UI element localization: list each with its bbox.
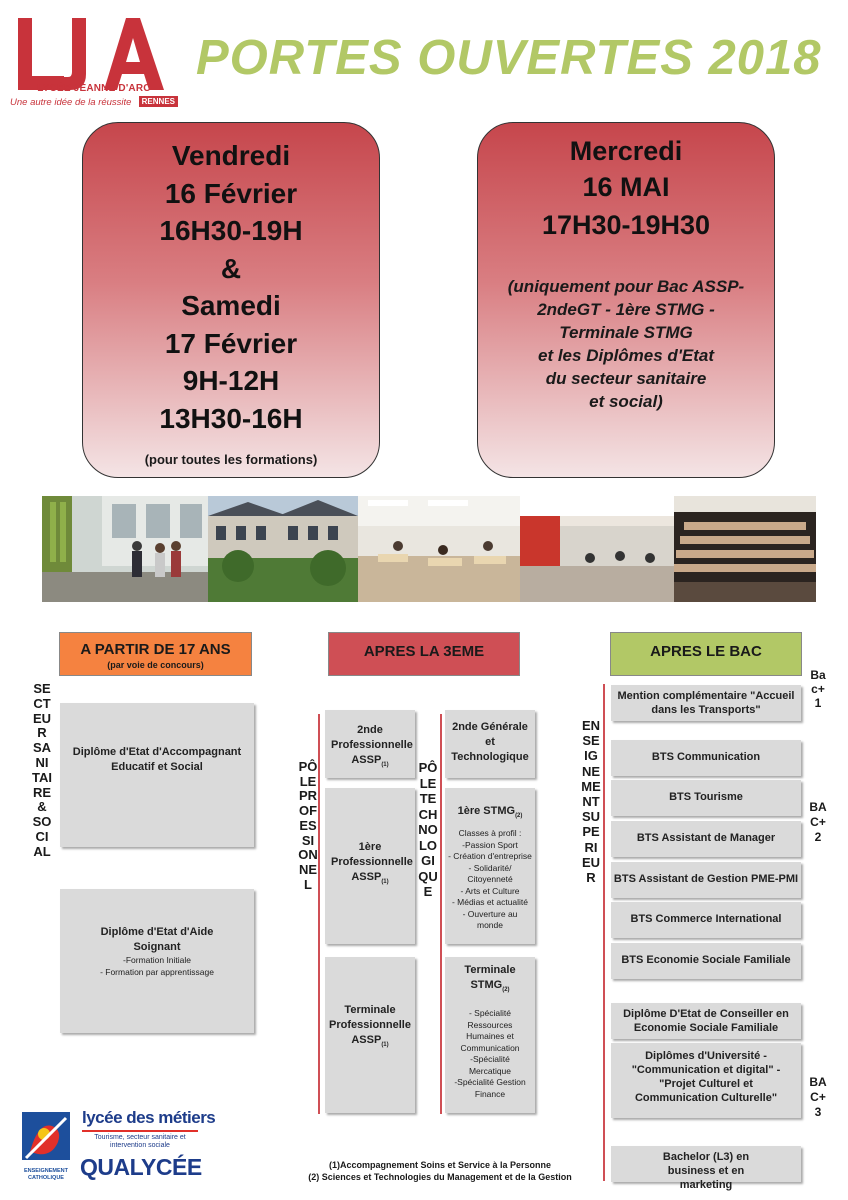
date-line: 13H30-16H xyxy=(159,402,303,434)
photo-cafeteria xyxy=(358,496,520,602)
box-bachelor: Bachelor (L3) en business et en marketing xyxy=(611,1146,801,1182)
header-age-17: A PARTIR DE 17 ANS (par voie de concours) xyxy=(59,632,252,676)
box-deaes: Diplôme d'Etat d'Accompagnant Educatif et Social xyxy=(60,703,254,847)
date-line: 16 MAI xyxy=(582,172,670,202)
box-mention-complementaire: Mention complémentaire "Accueil dans les Transports" xyxy=(611,685,801,721)
divider-line xyxy=(603,684,605,1181)
box-bts-communication: BTS Communication xyxy=(611,740,801,776)
box-2nde-gt: 2nde Générale et Technologique xyxy=(445,710,535,778)
date-note: (pour toutes les formations) xyxy=(144,452,318,467)
footnote-2: (2) Sciences et Technologies du Management et de la Gestion xyxy=(308,1172,572,1182)
box-bts-tourisme: BTS Tourisme xyxy=(611,780,801,816)
date-line: 16 Février xyxy=(164,177,298,209)
divider-line xyxy=(440,714,442,1114)
box-bts-pme-pmi: BTS Assistant de Gestion PME-PMI xyxy=(611,862,801,898)
date-line: Vendredi xyxy=(171,140,291,171)
vertical-label-pole-pro: PÔLE PROFESSIONNEL xyxy=(298,759,318,892)
date-line: Mercredi xyxy=(569,136,683,166)
logo-city: RENNES xyxy=(139,96,178,107)
box-deas: Diplôme d'Etat d'Aide Soignant -Formation Initiale - Formation par apprentissage xyxy=(60,889,254,1033)
photo-lounge xyxy=(520,496,674,602)
date-line: 9H-12H xyxy=(182,365,280,396)
date-line: 17H30-19H30 xyxy=(541,210,711,240)
date-line: & xyxy=(220,252,242,284)
date-line: 16H30-19H xyxy=(159,215,303,246)
lycee-des-metiers-subtitle: Tourisme, secteur sanitaire et intervention sociale xyxy=(94,1134,186,1149)
box-diplomes-universite: Diplômes d'Université - "Communication et digital" - "Projet Culturel et Communication Culturelle" xyxy=(611,1043,801,1118)
box-terminale-pro: Terminale Professionnelle $ASSP_{(1)}$ xyxy=(325,957,415,1113)
header-after-bac: APRES LE BAC xyxy=(610,632,802,676)
box-1ere-pro: 1ère Professionnelle $ASSP_{(1)}$ xyxy=(325,788,415,944)
photo-school-building xyxy=(208,496,358,602)
vertical-label-enseignement: ENSEIGNEMENT SUPERIEUR xyxy=(581,718,601,886)
ec-logo-text: ENSEIGNEMENT CATHOLIQUE xyxy=(23,1168,68,1181)
vertical-label-secteur: SECTEUR SANITAIRE & SOCIAL xyxy=(32,681,52,859)
box-1ere-stmg: 1ère $STMG_{(2)}$ Classes à profil : -Passion Sport - Création d'entreprise - Solidarité/ Citoyenneté - Arts et Culture - Médias et actualité - Ouverture au monde xyxy=(445,788,535,944)
qualycee-logo: QUALYCÉE xyxy=(80,1154,202,1180)
vertical-label-pole-tech: PÔLE TECHNOLOGIQUE xyxy=(418,760,438,899)
divider-line xyxy=(318,714,320,1114)
lja-logo xyxy=(14,14,174,94)
photo-students-courtyard xyxy=(42,496,208,602)
box-2nde-pro: 2nde Professionnelle $ASSP_{(1)}$ xyxy=(325,710,415,778)
box-bts-commerce-international: BTS Commerce International xyxy=(611,902,801,938)
vertical-label-bac3: BAC+3 xyxy=(809,1075,827,1119)
logo-school-name: LYCÉE JEANNE D'ARC xyxy=(37,83,151,94)
date-box-february xyxy=(82,122,380,478)
box-bts-assistant-manager: BTS Assistant de Manager xyxy=(611,821,801,857)
vertical-label-bac1: Bac+1 xyxy=(810,668,826,710)
ldm-underline xyxy=(82,1130,198,1132)
logo-tagline: Une autre idée de la réussite RENNES xyxy=(10,97,178,109)
footnote-1: (1)Accompagnement Soins et Service à la Personne xyxy=(328,1160,552,1170)
box-terminale-stmg: Terminale $STMG_{(2)}$ - Spécialité Ressources Humaines et Communication -Spécialité Mercatique -Spécialité Gestion Finance xyxy=(445,957,535,1113)
photo-amphitheater xyxy=(674,496,816,602)
box-bts-esf: BTS Economie Sociale Familiale xyxy=(611,943,801,979)
lycee-des-metiers-title: lycée des métiers xyxy=(82,1108,216,1127)
date-line: 17 Février xyxy=(164,327,298,359)
date-box-may xyxy=(477,122,775,478)
vertical-label-bac2: BAC+2 xyxy=(809,800,827,844)
header-after-3eme: APRES LA 3EME xyxy=(328,632,520,676)
box-de-cesf: Diplôme D'Etat de Conseiller en Economie Sociale Familiale xyxy=(611,1003,801,1039)
date-note: (uniquement pour Bac ASSP- 2ndeGT - 1ère STMG - Terminale STMG et les Diplômes d'Etat du secteur sanitaire et social) xyxy=(507,277,745,411)
header-age-subtitle: (par voie de concours) xyxy=(107,660,204,670)
page-title: PORTES OUVERTES 2018 xyxy=(196,31,822,85)
date-line: Samedi xyxy=(181,290,281,321)
